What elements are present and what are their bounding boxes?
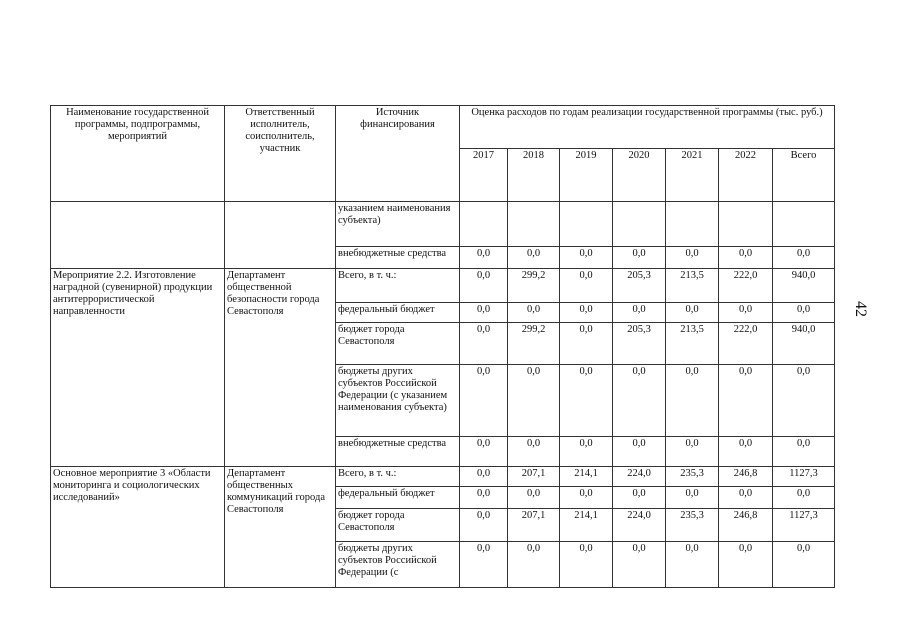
funding-source-cell: указанием наименования субъекта): [336, 202, 460, 247]
year-value-cell: 213,5: [666, 269, 719, 303]
table-row: [51, 467, 835, 487]
year-value-cell: 0,0: [460, 303, 508, 323]
col-name-header: Наименование государственной программы, подпрограммы, мероприятий: [51, 106, 225, 202]
year-value-cell: 207,1: [508, 509, 560, 542]
page-number: 42: [852, 301, 869, 317]
year-value-cell: 0,0: [508, 303, 560, 323]
year-value-cell: 224,0: [613, 509, 666, 542]
year-value-cell: [508, 202, 560, 247]
year-header: 2020: [613, 149, 666, 202]
year-value-cell: 224,0: [613, 467, 666, 487]
year-value-cell: 214,1: [560, 509, 613, 542]
total-value-cell: 940,0: [773, 323, 835, 365]
year-value-cell: 0,0: [460, 437, 508, 467]
program-name-cell: Основное мероприятие 3 «Области мониторинга и социологических исследований»: [51, 467, 225, 588]
year-value-cell: 0,0: [460, 487, 508, 509]
year-value-cell: 0,0: [719, 542, 773, 588]
year-value-cell: 0,0: [560, 437, 613, 467]
funding-source-cell: внебюджетные средства: [336, 437, 460, 467]
year-value-cell: 246,8: [719, 467, 773, 487]
total-value-cell: 1127,3: [773, 467, 835, 487]
year-value-cell: 0,0: [560, 365, 613, 437]
year-value-cell: 0,0: [719, 247, 773, 269]
year-value-cell: 0,0: [560, 303, 613, 323]
year-value-cell: 214,1: [560, 467, 613, 487]
total-value-cell: 0,0: [773, 247, 835, 269]
year-value-cell: [719, 202, 773, 247]
year-header: 2018: [508, 149, 560, 202]
total-header: Всего: [773, 149, 835, 202]
year-value-cell: 246,8: [719, 509, 773, 542]
year-value-cell: [460, 202, 508, 247]
year-value-cell: 299,2: [508, 269, 560, 303]
year-value-cell: 0,0: [613, 437, 666, 467]
year-value-cell: 0,0: [719, 303, 773, 323]
year-value-cell: 213,5: [666, 323, 719, 365]
year-value-cell: 0,0: [460, 467, 508, 487]
year-value-cell: 0,0: [613, 303, 666, 323]
year-value-cell: 0,0: [666, 487, 719, 509]
col-responsible-header: Ответственный исполнитель, соисполнитель, участник: [225, 106, 336, 202]
year-value-cell: 0,0: [560, 487, 613, 509]
year-value-cell: 0,0: [460, 365, 508, 437]
year-value-cell: 0,0: [460, 269, 508, 303]
header-row: [51, 106, 835, 149]
year-value-cell: 0,0: [613, 487, 666, 509]
year-header: 2022: [719, 149, 773, 202]
year-header: 2021: [666, 149, 719, 202]
year-value-cell: 0,0: [613, 247, 666, 269]
table-row: [51, 202, 835, 247]
year-header: 2017: [460, 149, 508, 202]
year-value-cell: 222,0: [719, 269, 773, 303]
year-value-cell: 299,2: [508, 323, 560, 365]
year-value-cell: 0,0: [719, 365, 773, 437]
year-value-cell: 0,0: [666, 542, 719, 588]
responsible-cell: Департамент общественной безопасности города Севастополя: [225, 269, 336, 467]
funding-source-cell: федеральный бюджет: [336, 303, 460, 323]
year-value-cell: 222,0: [719, 323, 773, 365]
year-value-cell: 0,0: [666, 303, 719, 323]
year-value-cell: 0,0: [460, 247, 508, 269]
year-value-cell: 0,0: [508, 437, 560, 467]
year-value-cell: 0,0: [460, 509, 508, 542]
year-value-cell: [666, 202, 719, 247]
total-value-cell: 940,0: [773, 269, 835, 303]
year-value-cell: 0,0: [560, 269, 613, 303]
funding-source-cell: бюджет города Севастополя: [336, 323, 460, 365]
year-value-cell: 0,0: [560, 542, 613, 588]
year-header: 2019: [560, 149, 613, 202]
col-estimate-header: Оценка расходов по годам реализации государственной программы (тыс. руб.): [460, 106, 835, 149]
total-value-cell: 0,0: [773, 365, 835, 437]
year-value-cell: [560, 202, 613, 247]
year-value-cell: 0,0: [560, 323, 613, 365]
budget-table: [50, 105, 835, 588]
year-value-cell: 0,0: [508, 365, 560, 437]
program-name-cell: Мероприятие 2.2. Изготовление наградной (сувенирной) продукции антитеррористической направленности: [51, 269, 225, 467]
col-source-header: Источник финансирования: [336, 106, 460, 202]
year-value-cell: 0,0: [666, 365, 719, 437]
program-name-cell: [51, 202, 225, 269]
year-value-cell: 0,0: [508, 542, 560, 588]
total-value-cell: 1127,3: [773, 509, 835, 542]
year-value-cell: 205,3: [613, 323, 666, 365]
funding-source-cell: бюджеты других субъектов Российской Федерации (с указанием наименования субъекта): [336, 365, 460, 437]
total-value-cell: 0,0: [773, 487, 835, 509]
year-value-cell: 207,1: [508, 467, 560, 487]
year-value-cell: 205,3: [613, 269, 666, 303]
total-value-cell: 0,0: [773, 437, 835, 467]
funding-source-cell: Всего, в т. ч.:: [336, 467, 460, 487]
year-value-cell: 0,0: [613, 542, 666, 588]
year-value-cell: 235,3: [666, 509, 719, 542]
total-value-cell: [773, 202, 835, 247]
responsible-cell: Департамент общественных коммуникаций города Севастополя: [225, 467, 336, 588]
funding-source-cell: бюджет города Севастополя: [336, 509, 460, 542]
year-value-cell: 0,0: [719, 437, 773, 467]
year-value-cell: 0,0: [666, 247, 719, 269]
funding-source-cell: бюджеты других субъектов Российской Федерации (с: [336, 542, 460, 588]
responsible-cell: [225, 202, 336, 269]
year-value-cell: 0,0: [666, 437, 719, 467]
funding-source-cell: Всего, в т. ч.:: [336, 269, 460, 303]
year-value-cell: 0,0: [508, 247, 560, 269]
year-value-cell: 0,0: [460, 542, 508, 588]
year-value-cell: 0,0: [560, 247, 613, 269]
year-value-cell: 0,0: [613, 365, 666, 437]
table-row: [51, 269, 835, 303]
year-value-cell: 0,0: [508, 487, 560, 509]
year-value-cell: 0,0: [460, 323, 508, 365]
total-value-cell: 0,0: [773, 542, 835, 588]
funding-source-cell: федеральный бюджет: [336, 487, 460, 509]
year-value-cell: 0,0: [719, 487, 773, 509]
year-value-cell: 235,3: [666, 467, 719, 487]
total-value-cell: 0,0: [773, 303, 835, 323]
funding-source-cell: внебюджетные средства: [336, 247, 460, 269]
year-value-cell: [613, 202, 666, 247]
